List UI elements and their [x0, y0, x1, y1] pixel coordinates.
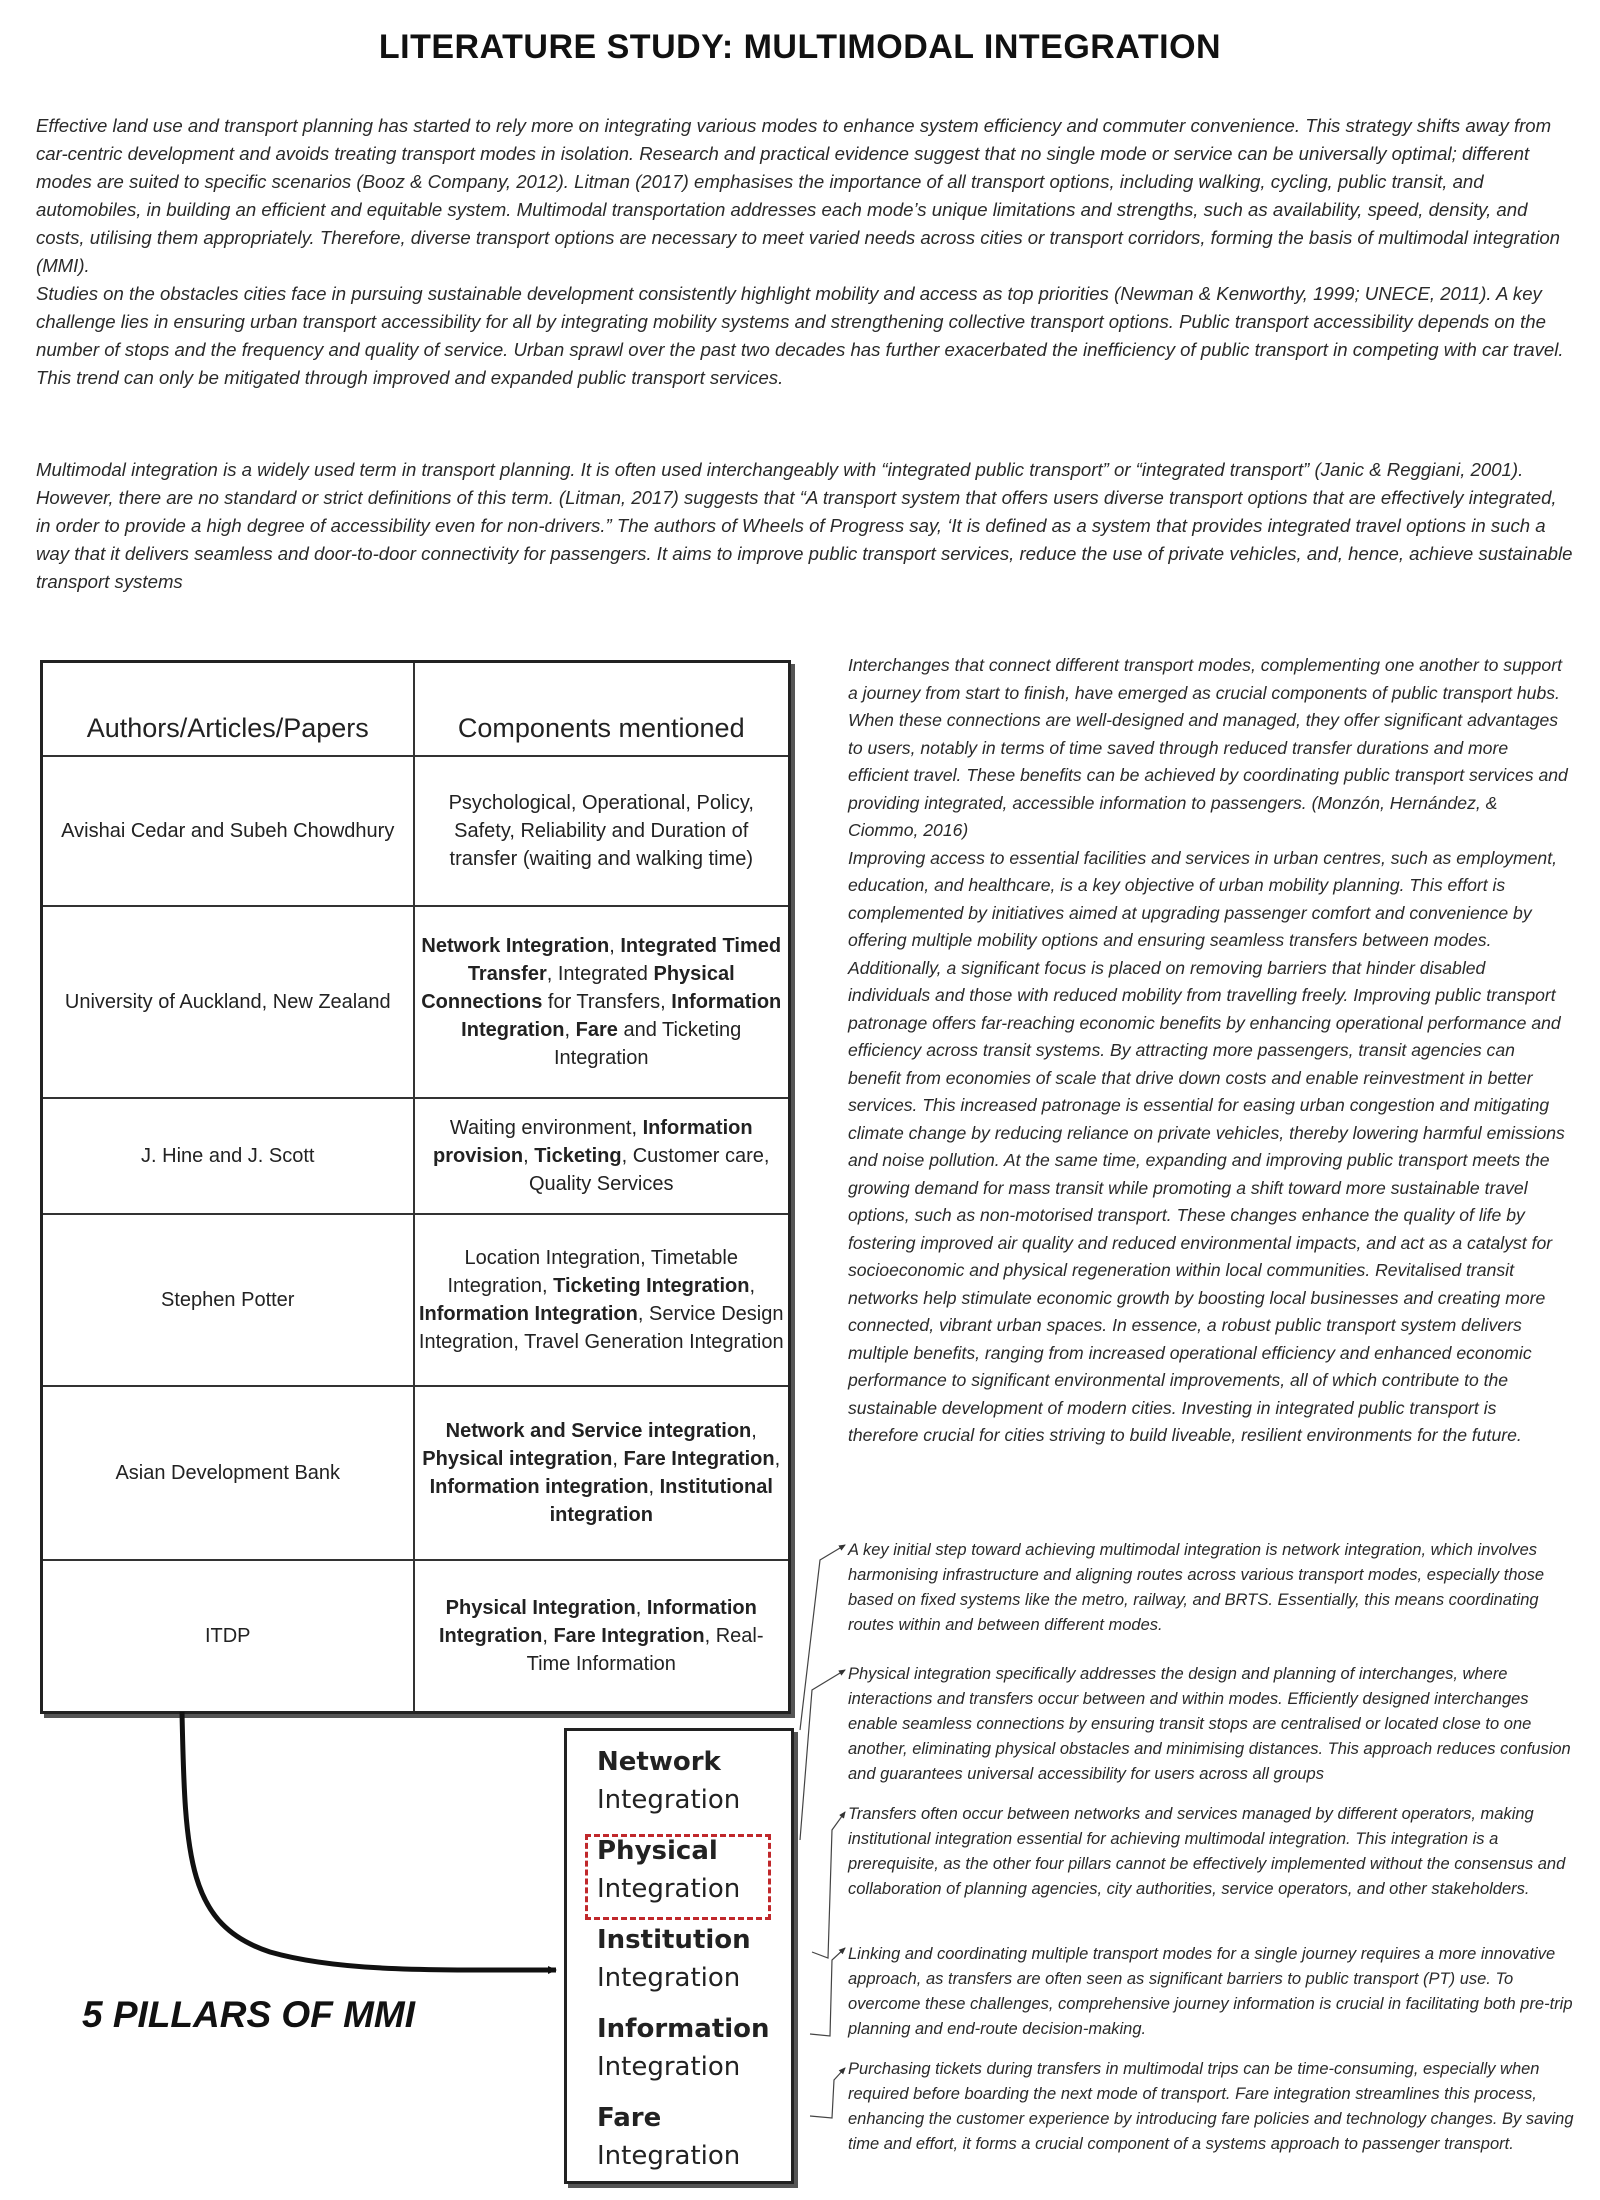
- curved-arrow: [182, 1712, 556, 1970]
- component-text: ,: [612, 1448, 624, 1470]
- connector-network: [800, 1545, 845, 1730]
- component-text: ,: [751, 1420, 757, 1442]
- component-text: , Real-Time Information: [526, 1624, 764, 1675]
- header-authors: Authors/Articles/Papers: [42, 662, 414, 757]
- component-bold-text: Fare Integration: [553, 1624, 705, 1647]
- connector-physical: [800, 1670, 845, 1840]
- side-paragraph: Interchanges that connect different transport modes, complementing one another to support a journey from start to finish, have emerged as crucial components of public transport hubs. When these connections are well-designed and managed, they offer significant advantages to users, notably in terms of time saved through reduced transfer durations and more efficient travel. These benefits can be achieved by coordinating public transport services and providing integrated, accessible information to passengers. (Monzón, Hernández, & Ciommo, 2016): [848, 655, 1568, 840]
- component-bold-text: Physical integration: [422, 1448, 613, 1470]
- pillar-name: Information: [597, 2014, 770, 2044]
- component-text: ,: [609, 935, 621, 957]
- pillar-name: Institution: [597, 1925, 751, 1955]
- pillar-suffix: Integration: [597, 1785, 741, 1815]
- component-text: ,: [635, 1596, 647, 1619]
- component-text: and Ticketing Integration: [553, 1019, 742, 1069]
- intro-paragraph-2: Studies on the obstacles cities face in pursuing sustainable development consistently highlight mobility and access as top priorities (Newman & Kenworthy, 1999; UNECE, 2011). A key challenge lies in ensuring urban transport accessibility for all by integrating mobility systems and strengthening collective transport options. Public transport accessibility depends on the number of stops and the frequency and quality of service. Urban sprawl over the past two decades has further exacerbated the inefficiency of public transport in competing with car travel. This trend can only be mitigated through improved and expanded public transport services.: [36, 283, 1564, 388]
- component-bold-text: Integrated Timed Transfer: [467, 935, 782, 985]
- component-text: , Service Design Integration, Travel Generation Integration: [418, 1303, 784, 1353]
- note-network-integration: A key initial step toward achieving multimodal integration is network integration, which involves harmonising infrastructure and aligning routes across various transport modes, especially those based on fixed systems like the metro, railway, and BRTS. Essentially, this means coordinating routes within and between different modes.: [848, 1541, 1545, 1634]
- connector-institution: [812, 1812, 845, 1958]
- note-institution-integration: Transfers often occur between networks and services managed by different operators, making institutional integration essential for achieving multimodal integration. This integration is a prerequisite, as the other four pillars cannot be effectively implemented without the consensus and collaboration of planning agencies, city authorities, service operators, and other stakeholders.: [848, 1805, 1566, 1898]
- pillar-suffix: Integration: [597, 2141, 741, 2171]
- component-bold-text: Network and Service integration: [445, 1420, 752, 1442]
- component-text: ,: [542, 1624, 554, 1647]
- pillar-suffix: Integration: [597, 2052, 741, 2082]
- component-text: for Transfers,: [547, 991, 672, 1013]
- connector-information: [810, 1948, 845, 2036]
- component-text: , Customer care, Quality Services: [529, 1145, 770, 1195]
- author-cell: J. Hine and J. Scott: [42, 1098, 414, 1214]
- note-information-integration: Linking and coordinating multiple transport modes for a single journey requires a more innovative approach, as transfers are often seen as significant barriers to public transport (PT) use. To overcome these challenges, comprehensive journey information is crucial in facilitating both pre-trip planning and end-route decision-making.: [848, 1945, 1573, 2038]
- note-fare-integration: Purchasing tickets during transfers in multimodal trips can be time-consuming, especially when required before boarding the next mode of transport. Fare integration streamlines this process, enhancing the customer experience by introducing fare policies and technology changes. By saving time and effort, it forms a crucial component of a systems approach to passenger transport.: [848, 2060, 1574, 2153]
- component-bold-text: Network Integration: [421, 935, 610, 957]
- component-bold-text: Fare: [575, 1019, 618, 1041]
- component-bold-text: Physical Integration: [445, 1596, 636, 1619]
- note-physical-integration: Physical integration specifically addresses the design and planning of interchanges, where interactions and transfers occur between and within modes. Efficiently designed interchanges enable seamless connections by ensuring transit stops are centralised or located close to one another, eliminating physical obstacles and minimising distances. This approach reduces confusion and guarantees universal accessibility for users across all groups: [848, 1665, 1571, 1783]
- component-text: Waiting environment,: [449, 1117, 643, 1139]
- author-cell: Avishai Cedar and Subeh Chowdhury: [42, 756, 414, 906]
- component-text: ,: [523, 1145, 535, 1167]
- component-bold-text: Ticketing: [534, 1145, 622, 1167]
- component-text: Psychological, Operational, Policy, Safety, Reliability and Duration of transfer (waiting and walking time): [448, 792, 754, 870]
- pillar-name: Physical: [597, 1836, 718, 1866]
- page-title: LITERATURE STUDY: MULTIMODAL INTEGRATION: [378, 28, 1222, 66]
- component-text: ,: [749, 1275, 755, 1297]
- component-bold-text: Physical Connections: [421, 963, 735, 1013]
- pillar-suffix: Integration: [597, 1963, 741, 1993]
- side-paragraph: Improving access to essential facilities and services in urban centres, such as employment, education, and healthcare, is a key objective of urban mobility planning. This effort is complemented by initiatives aimed at upgrading passenger comfort and convenience by offering multiple mobility options and ensuring seamless transfers between modes. Additionally, a significant focus is placed on removing barriers that hinder disabled individuals and those with reduced mobility from travelling freely. Improving public transport patronage offers far-reaching economic benefits by enhancing operational performance and efficiency across transit systems. By attracting more passengers, transit agencies can benefit from economies of scale that drive down costs and enable reinvestment in better services. This increased patronage is essential for easing urban congestion and mitigating climate change by reducing reliance on private vehicles, thereby lowering harmful emissions and noise pollution. At the same time, expanding and improving public transport meets the growing demand for mass transit while promoting a shift toward more sustainable travel options, such as non-motorised transport. These changes enhance the quality of life by fostering improved air quality and reduced environmental impacts, and act as a catalyst for socioeconomic and physical regeneration within local communities. Revitalised transit networks help stimulate economic growth by boosting local businesses and creating more connected, vibrant urban spaces. In essence, a robust public transport system delivers multiple benefits, ranging from increased operational efficiency and enhanced economic performance to significant environmental improvements, all of which contribute to the sustainable development of modern cities. Investing in integrated public transport is therefore crucial for cities striving to build liveable, resilient environments for the future.: [848, 847, 1565, 1445]
- author-cell: ITDP: [42, 1560, 414, 1712]
- component-bold-text: Information Integration: [418, 1303, 638, 1325]
- component-bold-text: Information Integration: [461, 991, 782, 1041]
- component-bold-text: Information provision: [433, 1117, 753, 1167]
- connector-fare: [810, 2068, 845, 2118]
- component-bold-text: Institutional integration: [549, 1476, 773, 1526]
- component-text: ,: [648, 1476, 660, 1498]
- pillars-label: 5 PILLARS OF MMI: [82, 1994, 415, 2035]
- author-cell: Stephen Potter: [42, 1214, 414, 1386]
- pillar-suffix: Integration: [597, 1874, 741, 1904]
- component-bold-text: Information integration: [429, 1476, 649, 1498]
- pillar-name: Network: [597, 1747, 721, 1777]
- component-bold-text: Information Integration: [438, 1596, 757, 1647]
- component-bold-text: Fare Integration: [623, 1448, 775, 1470]
- author-cell: Asian Development Bank: [42, 1386, 414, 1560]
- component-text: Location Integration, Timetable Integration,: [447, 1247, 738, 1297]
- component-text: ,: [564, 1019, 576, 1041]
- pillar-name: Fare: [597, 2103, 662, 2133]
- intro-paragraph-3: Multimodal integration is a widely used term in transport planning. It is often used interchangeably with “integrated public transport” or “integrated transport” (Janic & Reggiani, 2001). However, there are no standard or strict definitions of this term. (Litman, 2017) suggests that “A transport system that offers users diverse transport options that are effectively integrated, in order to provide a high degree of accessibility even for non-drivers.” The authors of Wheels of Progress say, ‘It is defined as a system that provides integrated travel options in such a way that it delivers seamless and door-to-door connectivity for passengers. It aims to improve public transport services, reduce the use of private vehicles, and, hence, achieve sustainable transport systems: [36, 459, 1573, 592]
- intro-paragraph-1: Effective land use and transport planning has started to rely more on integrating various modes to enhance system efficiency and commuter convenience. This strategy shifts away from car-centric development and avoids treating transport modes in isolation. Research and practical evidence suggest that no single mode or service can be universally optimal; different modes are suited to specific scenarios (Booz & Company, 2012). Litman (2017) emphasises the importance of all transport options, including walking, cycling, public transit, and automobiles, in building an efficient and equitable system. Multimodal transportation addresses each mode’s unique limitations and strengths, such as availability, speed, density, and costs, utilising them appropriately. Therefore, diverse transport options are necessary to meet varied needs across cities or transport corridors, forming the basis of multimodal integration (MMI).: [36, 115, 1561, 276]
- component-text: ,: [774, 1448, 781, 1470]
- component-text: , Integrated: [546, 963, 654, 985]
- author-cell: University of Auckland, New Zealand: [42, 906, 414, 1098]
- component-bold-text: Ticketing Integration: [553, 1275, 750, 1297]
- header-components: Components mentioned: [414, 662, 790, 757]
